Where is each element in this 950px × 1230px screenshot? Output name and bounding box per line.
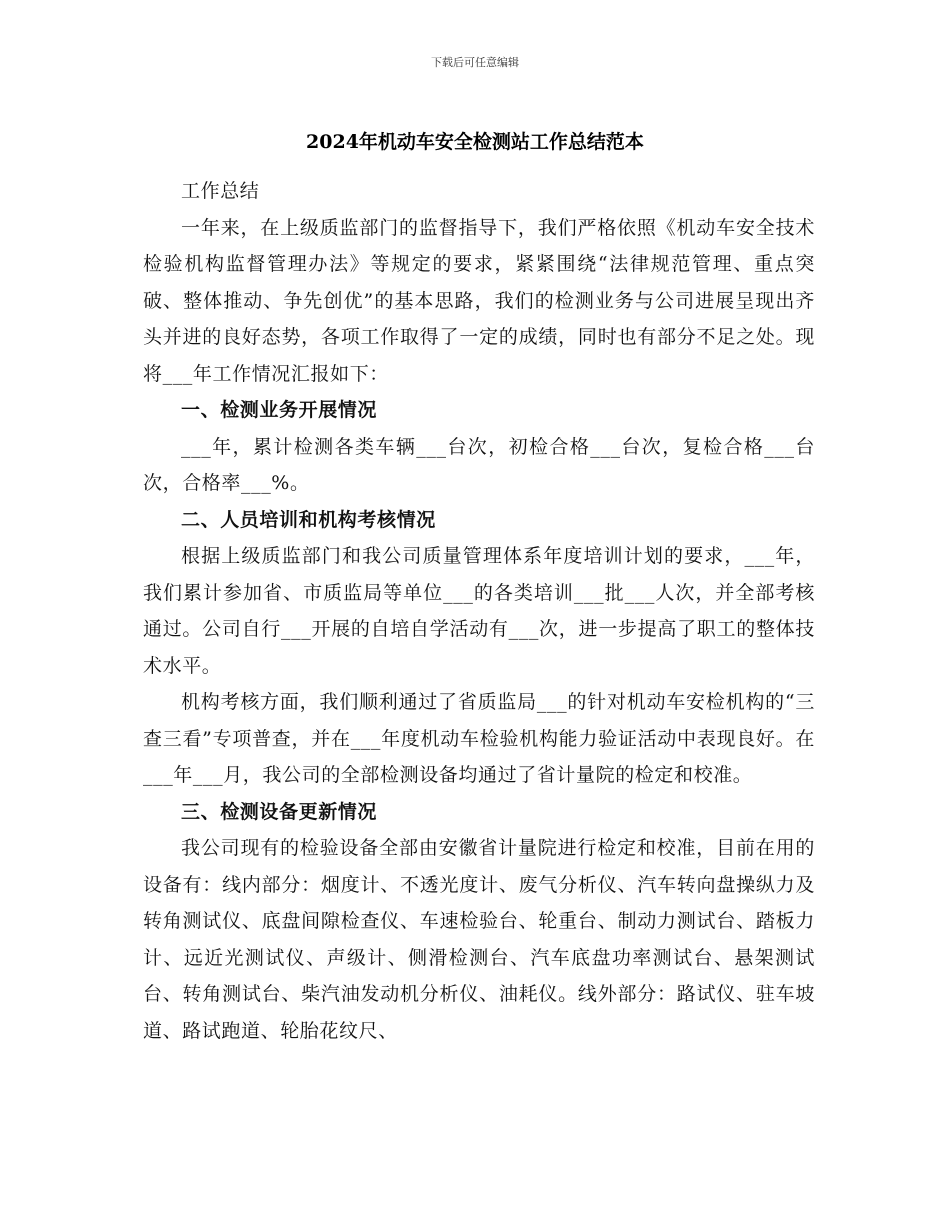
- document-title: 2024年机动车安全检测站工作总结范本: [306, 131, 644, 153]
- section-heading-1: 一、检测业务开展情况: [181, 399, 378, 421]
- paragraph-summary-label: 工作总结: [181, 180, 260, 202]
- paragraph-assessment: 机构考核方面，我们顺利通过了省质监局___的针对机动车安检机构的“三查三看”专项普查，并在___年度机动车检验机构能力验证活动中表现良好。在___年___月，我公司的全部检测设备均通过了省计量院的检定和校准。: [143, 691, 815, 786]
- section-heading-2: 二、人员培训和机构考核情况: [181, 508, 436, 531]
- section-heading-3: 三、检测设备更新情况: [181, 800, 378, 823]
- document-body: [143, 173, 815, 1049]
- paragraph-intro: 一年来，在上级质监部门的监督指导下，我们严格依照《机动车安全技术检验机构监督管理办法》等规定的要求，紧紧围绕“法律规范管理、重点突破、整体推动、争先创优”的基本思路，我们的检测业务与公司进展呈现出齐头并进的良好态势，各项工作取得了一定的成绩，同时也有部分不足之处。现将___年工作情况汇报如下：: [143, 216, 815, 385]
- paragraph-equipment: 我公司现有的检验设备全部由安徽省计量院进行检定和校准，目前在用的设备有：线内部分：烟度计、不透光度计、废气分析仪、汽车转向盘操纵力及转角测试仪、底盘间隙检查仪、车速检验台、轮重台、制动力测试台、踏板力计、远近光测试仪、声级计、侧滑检测台、汽车底盘功率测试台、悬架测试台、转角测试台、柴汽油发动机分析仪、油耗仪。线外部分：路试仪、驻车坡道、路试跑道、轮胎花纹尺、: [143, 837, 815, 1042]
- header-note: 下载后可任意编辑: [431, 56, 519, 69]
- paragraph-training: 根据上级质监部门和我公司质量管理体系年度培训计划的要求，___年，我们累计参加省、市质监局等单位___的各类培训___批___人次，并全部考核通过。公司自行___开展的自培自学活动有___次，进一步提高了职工的整体技术水平。: [143, 545, 815, 677]
- paragraph-inspection-stats: ___年，累计检测各类车辆___台次，初检合格___台次，复检合格___台次，合格率___%。: [143, 435, 815, 494]
